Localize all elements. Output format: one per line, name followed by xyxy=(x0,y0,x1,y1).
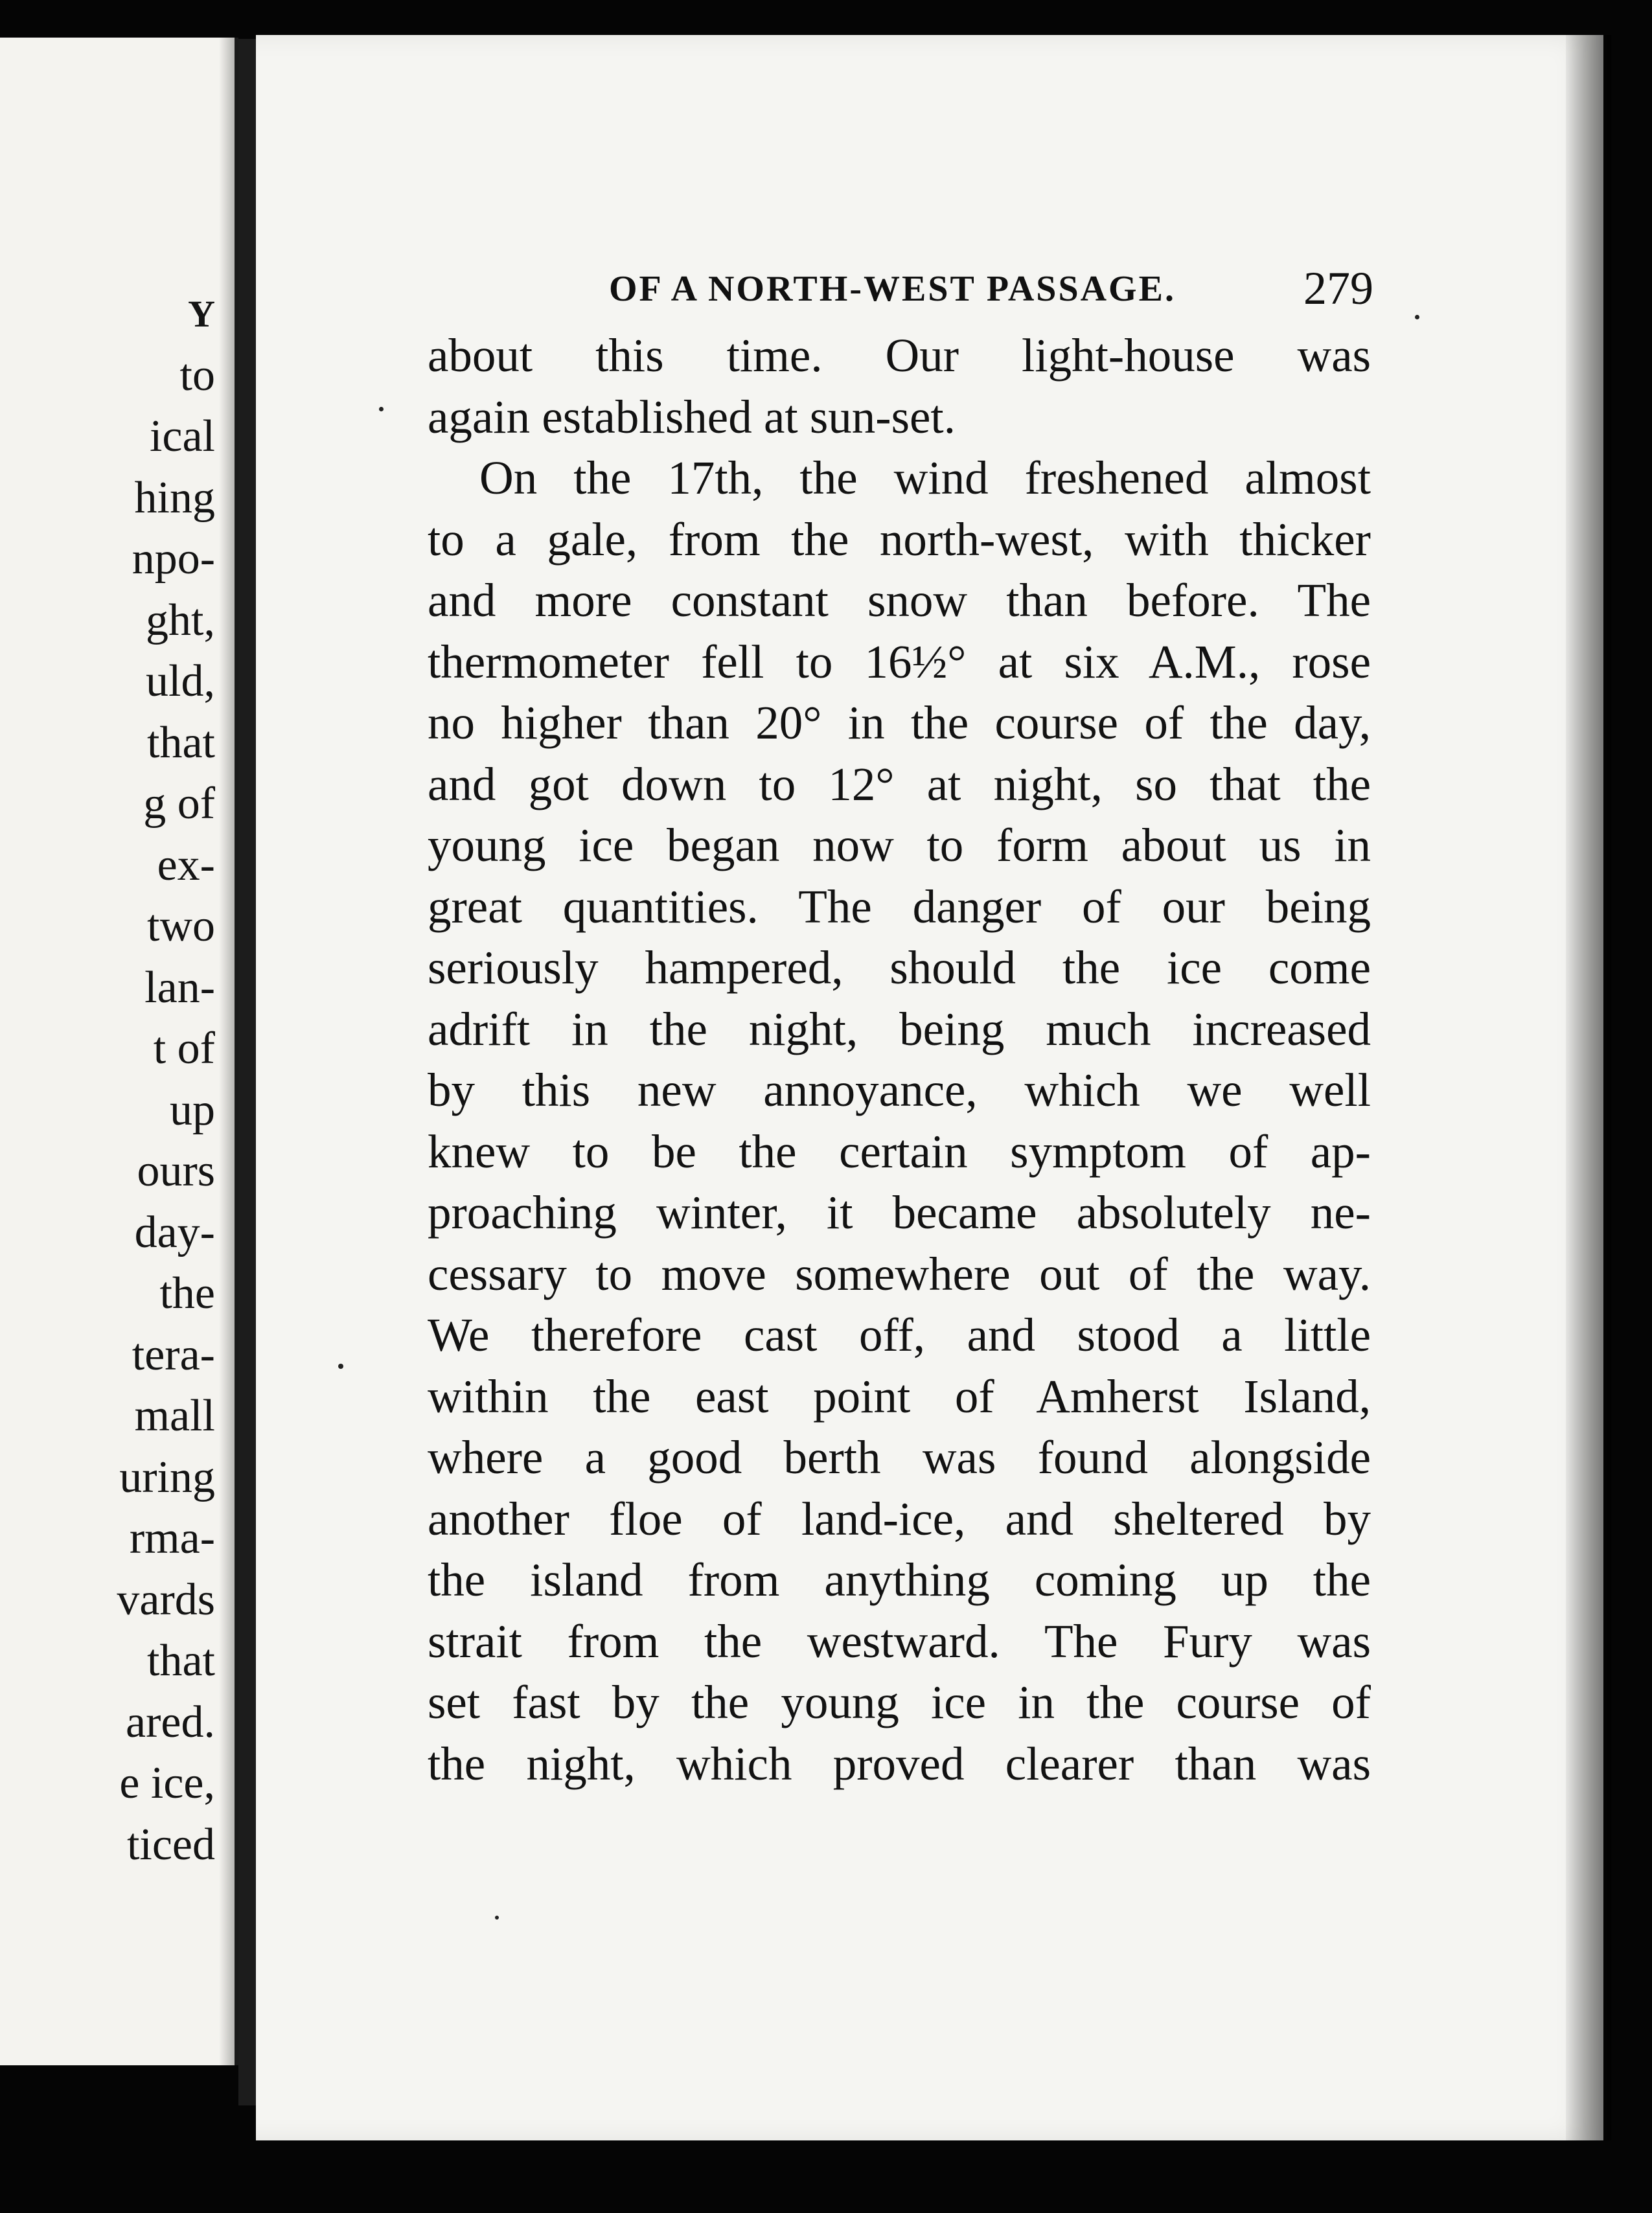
ink-speck xyxy=(379,407,384,411)
page-number: 279 xyxy=(1303,262,1373,314)
fragment-line: ared. xyxy=(126,1697,215,1747)
text-line: great quantities. The danger of our being xyxy=(428,880,1371,933)
text-line: We therefore cast off, and stood a little xyxy=(428,1309,1371,1361)
text-line: another floe of land-ice, and sheltered by xyxy=(428,1492,1371,1545)
fragment-line: two xyxy=(147,901,215,951)
fragment-line: rma- xyxy=(129,1513,215,1563)
facing-page xyxy=(0,38,238,2065)
text-line: cessary to move somewhere out of the way. xyxy=(428,1247,1371,1300)
fragment-line: lan- xyxy=(144,962,215,1013)
text-line: the night, which proved clearer than was xyxy=(428,1737,1371,1790)
fragment-line: tera- xyxy=(132,1329,215,1380)
text-line: young ice began now to form about us in xyxy=(428,819,1371,871)
text-line: thermometer fell to 16½° at six A.M., rose xyxy=(428,635,1371,688)
fragment-line: vards xyxy=(117,1574,215,1625)
fragment-line: that xyxy=(147,717,215,768)
ink-speck xyxy=(1415,315,1419,319)
gutter-shadow xyxy=(219,38,235,2065)
text-line: strait from the westward. The Fury was xyxy=(428,1614,1371,1668)
text-line: and got down to 12° at night, so that the xyxy=(428,757,1371,810)
text-line: knew to be the certain symptom of ap- xyxy=(428,1125,1371,1178)
text-line: and more constant snow than before. The xyxy=(428,574,1371,626)
fragment-line: the xyxy=(159,1268,215,1318)
fragment-line: ical xyxy=(149,411,215,461)
ink-speck xyxy=(338,1364,343,1369)
body-text xyxy=(428,325,1371,1794)
page-edge-shadow xyxy=(1566,35,1611,2140)
fragment-line: uring xyxy=(119,1452,215,1502)
text-line: to a gale, from the north-west, with thicker xyxy=(428,512,1371,566)
text-line: by this new annoyance, which we well xyxy=(428,1064,1371,1116)
ink-speck xyxy=(495,1916,499,1920)
fragment-line: hing xyxy=(134,472,215,523)
text-line: set fast by the young ice in the course of xyxy=(428,1676,1371,1728)
running-head xyxy=(350,259,1373,324)
text-line: about this time. Our light-house was xyxy=(428,329,1371,382)
fragment-line: ght, xyxy=(146,595,215,645)
text-line: adrift in the night, being much increased xyxy=(428,1002,1371,1055)
text-line: no higher than 20° in the course of the day, xyxy=(428,696,1371,749)
fragment-line: mall xyxy=(134,1391,215,1441)
fragment-line: Y xyxy=(188,293,215,335)
facing-page-text-fragments xyxy=(21,290,215,1875)
text-line: On the 17th, the wind freshened almost xyxy=(479,452,1371,504)
fragment-line: up xyxy=(170,1084,215,1135)
fragment-line: day- xyxy=(134,1207,215,1257)
fragment-line: ours xyxy=(137,1146,215,1196)
fragment-line: t of xyxy=(153,1024,215,1073)
text-line: again established at sun-set. xyxy=(428,390,956,443)
fragment-line: to xyxy=(179,350,215,400)
text-line: where a good berth was found alongside xyxy=(428,1431,1371,1484)
text-line: seriously hampered, should the ice come xyxy=(428,941,1371,994)
fragment-line: uld, xyxy=(146,656,215,706)
text-line: within the east point of Amherst Island, xyxy=(428,1370,1371,1423)
book-spine xyxy=(238,39,258,2105)
running-title: OF A NORTH-WEST PASSAGE. xyxy=(609,269,1176,309)
fragment-line: ticed xyxy=(126,1819,215,1870)
text-line: the island from anything coming up the xyxy=(428,1554,1371,1606)
fragment-line: g of xyxy=(143,779,215,829)
fragment-line: e ice, xyxy=(119,1758,215,1808)
text-line: proaching winter, it became absolutely ne- xyxy=(428,1186,1371,1239)
fragment-line: ex- xyxy=(157,840,215,890)
fragment-line: that xyxy=(147,1636,215,1686)
fragment-line: npo- xyxy=(132,534,215,584)
